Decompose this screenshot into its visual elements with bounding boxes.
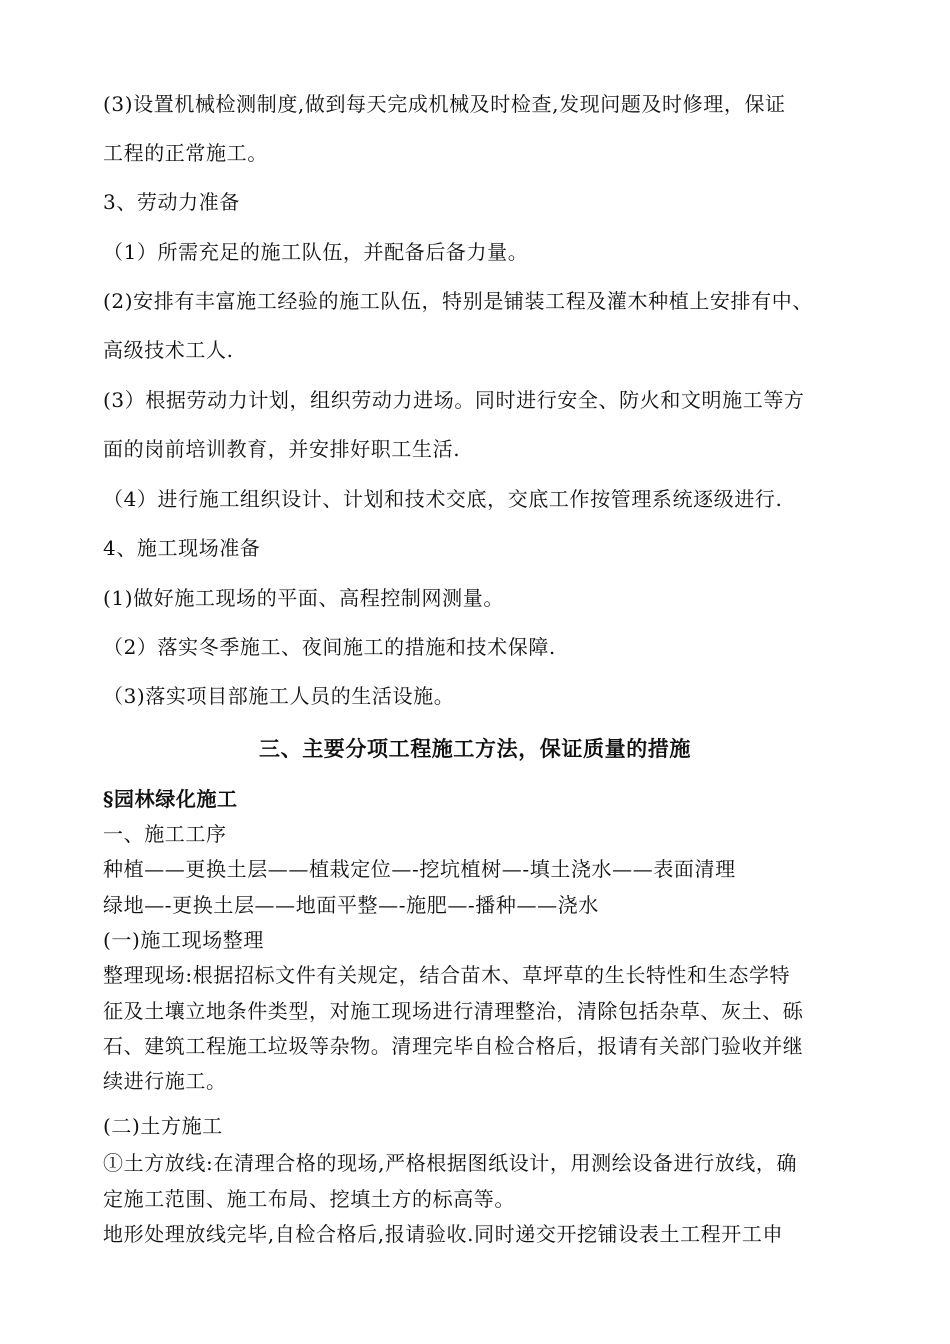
- text-line: 种植——更换土层——植栽定位—-挖坑植树—-填土浇水——表面清理: [103, 857, 736, 881]
- text-line: (一)施工现场整理: [103, 928, 265, 952]
- text-line: (二)土方施工: [103, 1114, 223, 1138]
- text-line: 续进行施工。: [103, 1069, 227, 1093]
- text-line: 一、施工工序: [103, 822, 227, 846]
- section-heading: 3、劳动力准备: [103, 190, 240, 214]
- subsection-title: §园林绿化施工: [103, 787, 238, 811]
- text-line: （2）落实冬季施工、夜间施工的措施和技术保障.: [103, 635, 556, 659]
- chapter-title: 三、主要分项工程施工方法，保证质量的措施: [259, 736, 691, 761]
- text-line: (2)安排有丰富施工经验的施工队伍，特别是铺装工程及灌木种植上安排有中、: [103, 289, 813, 313]
- text-line: (1)做好施工现场的平面、高程控制网测量。: [103, 586, 504, 610]
- text-line: (3）根据劳动力计划，组织劳动力进场。同时进行安全、防火和文明施工等方: [103, 388, 805, 412]
- text-line: 石、建筑工程施工垃圾等杂物。清理完毕自检合格后，报请有关部门验收并继: [103, 1034, 804, 1058]
- text-line: 面的岗前培训教育，并安排好职工生活.: [103, 437, 461, 461]
- text-line: ①土方放线:在清理合格的现场,严格根据图纸设计，用测绘设备进行放线，确: [103, 1151, 798, 1175]
- text-line: 定施工范围、施工布局、挖填土方的标高等。: [103, 1187, 515, 1211]
- text-line: （1）所需充足的施工队伍，并配备后备力量。: [103, 240, 529, 264]
- text-line: 征及土壤立地条件类型，对施工现场进行清理整治，清除包括杂草、灰土、砾: [103, 999, 804, 1023]
- text-line: 整理现场:根据招标文件有关规定，结合苗木、草坪草的生长特性和生态学特: [103, 963, 791, 987]
- section-heading: 4、施工现场准备: [103, 536, 261, 560]
- text-line: 地形处理放线完毕,自检合格后,报请验收.同时递交开挖铺设表土工程开工申: [103, 1222, 784, 1246]
- text-line: （4）进行施工组织设计、计划和技术交底，交底工作按管理系统逐级进行.: [103, 487, 783, 511]
- text-line: （3)落实项目部施工人员的生活设施。: [103, 684, 455, 708]
- text-line: 工程的正常施工。: [103, 141, 268, 165]
- text-line: 绿地—-更换土层——地面平整—-施肥—-播种——浇水: [103, 893, 599, 917]
- text-line: (3)设置机械检测制度,做到每天完成机械及时检查,发现问题及时修理，保证: [103, 92, 786, 116]
- text-line: 高级技术工人.: [103, 338, 234, 362]
